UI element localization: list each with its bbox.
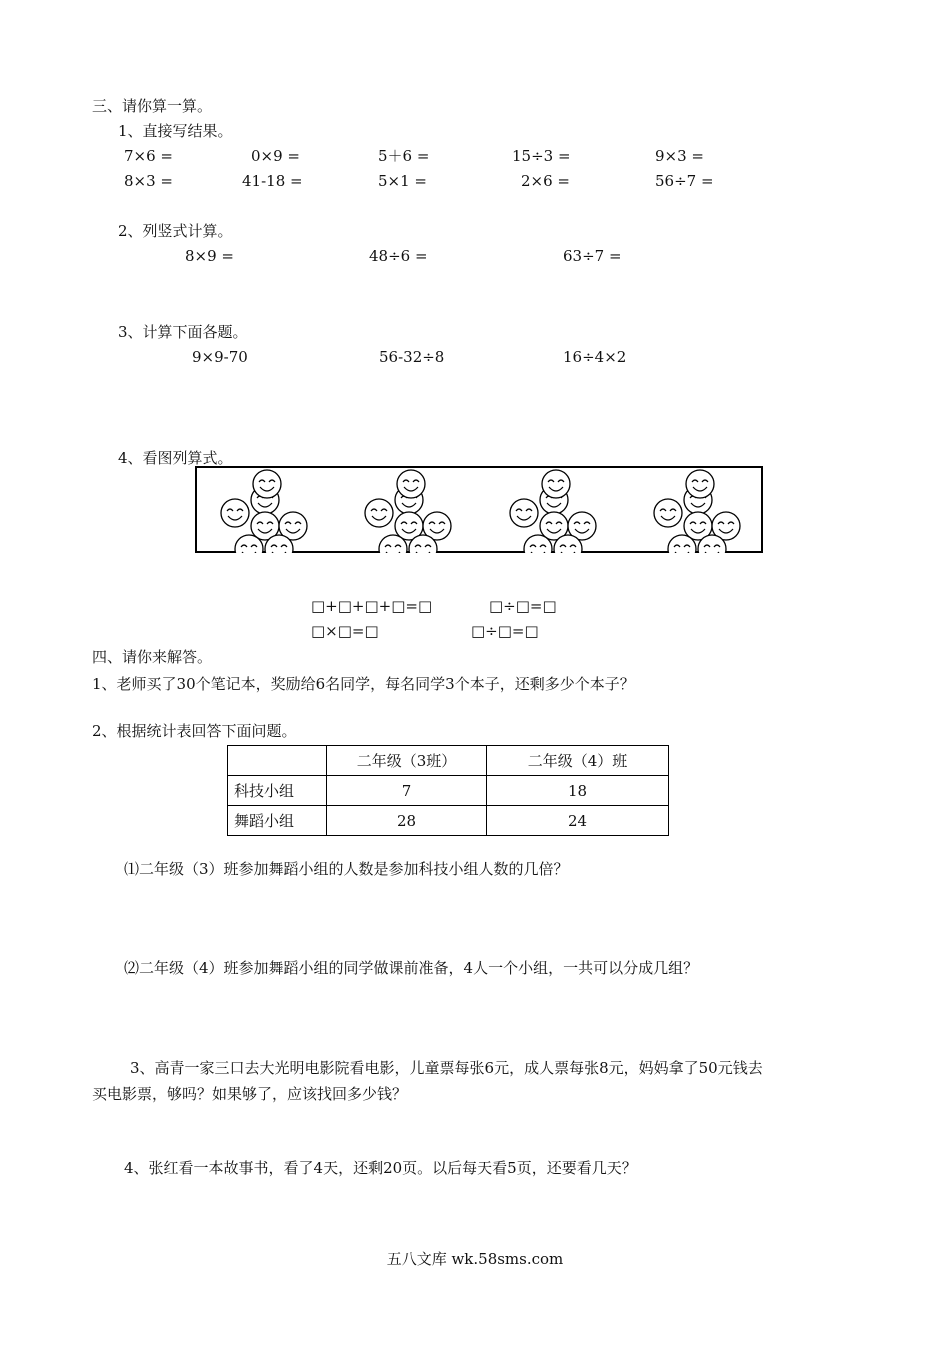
vertical-calc-item: 48÷6 = [369, 247, 428, 265]
table-cell: 科技小组 [228, 776, 327, 806]
expression-item: 9×9-70 [192, 348, 248, 366]
expression-item: 16÷4×2 [563, 348, 627, 366]
question-4: 4、张红看一本故事书，看了4天，还剩20页。以后每天看5页，还要看几天？ [124, 1159, 637, 1177]
vertical-calc-item: 8×9 = [185, 247, 234, 265]
part-2-title: 2、列竖式计算。 [118, 222, 233, 240]
vertical-calc-item: 63÷7 = [563, 247, 622, 265]
smiley-face-icon [510, 499, 538, 527]
smiley-face-icon [397, 470, 425, 498]
question-2-sub-2: ⑵二年级（4）班参加舞蹈小组的同学做课前准备，4人一个小组，一共可以分成几组？ [124, 959, 699, 977]
statistics-table [227, 745, 669, 836]
question-1: 1、老师买了30个笔记本，奖励给6名同学，每名同学3个本子，还剩多少个本子？ [92, 675, 635, 693]
smiley-face-icon [686, 470, 714, 498]
part-4-title: 4、看图列算式。 [118, 449, 233, 467]
smiley-face-icon [221, 499, 249, 527]
calc-item: 7×6 = [124, 147, 173, 165]
equation-blank: □÷□=□ [489, 597, 557, 615]
table-row [228, 776, 669, 806]
part-1-title: 1、直接写结果。 [118, 122, 233, 140]
table-header-cell: 二年级（4）班 [487, 746, 669, 776]
equation-blank: □+□+□+□=□ [311, 597, 433, 615]
smiley-face-icon [542, 470, 570, 498]
table-header-row [228, 746, 669, 776]
question-2-sub-1: ⑴二年级（3）班参加舞蹈小组的人数是参加科技小组人数的几倍？ [124, 860, 569, 878]
calc-item: 5×1 = [378, 172, 427, 190]
table-row [228, 806, 669, 836]
table-header-cell: 二年级（3班） [327, 746, 487, 776]
calc-item: 8×3 = [124, 172, 173, 190]
equation-blank: □÷□=□ [471, 622, 539, 640]
question-3-line-1: 3、高青一家三口去大光明电影院看电影，儿童票每张6元，成人票每张8元，妈妈拿了50元钱去 [130, 1059, 763, 1077]
smiley-face-icon [365, 499, 393, 527]
footer-watermark: 五八文库 wk.58sms.com [386, 1250, 564, 1268]
table-cell: 24 [487, 806, 669, 836]
calc-item: 5＋6 = [378, 147, 430, 165]
table-header-cell [228, 746, 327, 776]
calc-item: 2×6 = [521, 172, 570, 190]
equation-blank: □×□=□ [311, 622, 379, 640]
section-3-title: 三、请你算一算。 [92, 97, 213, 115]
calc-item: 15÷3 = [512, 147, 571, 165]
table-cell: 舞蹈小组 [228, 806, 327, 836]
smiley-face-icon [654, 499, 682, 527]
smiley-faces-illustration [197, 468, 763, 553]
calc-item: 9×3 = [655, 147, 704, 165]
table-cell: 18 [487, 776, 669, 806]
smiley-group [221, 470, 307, 553]
smiley-group [654, 470, 740, 553]
question-3-line-2: 买电影票，够吗？如果够了，应该找回多少钱？ [92, 1085, 408, 1103]
smiley-face-icon [253, 470, 281, 498]
expression-item: 56-32÷8 [379, 348, 445, 366]
calc-item: 56÷7 = [655, 172, 714, 190]
question-2-title: 2、根据统计表回答下面问题。 [92, 722, 297, 740]
section-4-title: 四、请你来解答。 [92, 648, 213, 666]
smiley-picture-box [195, 466, 763, 553]
table-cell: 7 [327, 776, 487, 806]
calc-item: 0×9 = [251, 147, 300, 165]
part-3-title: 3、计算下面各题。 [118, 323, 248, 341]
smiley-group [510, 470, 596, 553]
smiley-group [365, 470, 451, 553]
calc-item: 41-18 = [242, 172, 303, 190]
table-cell: 28 [327, 806, 487, 836]
